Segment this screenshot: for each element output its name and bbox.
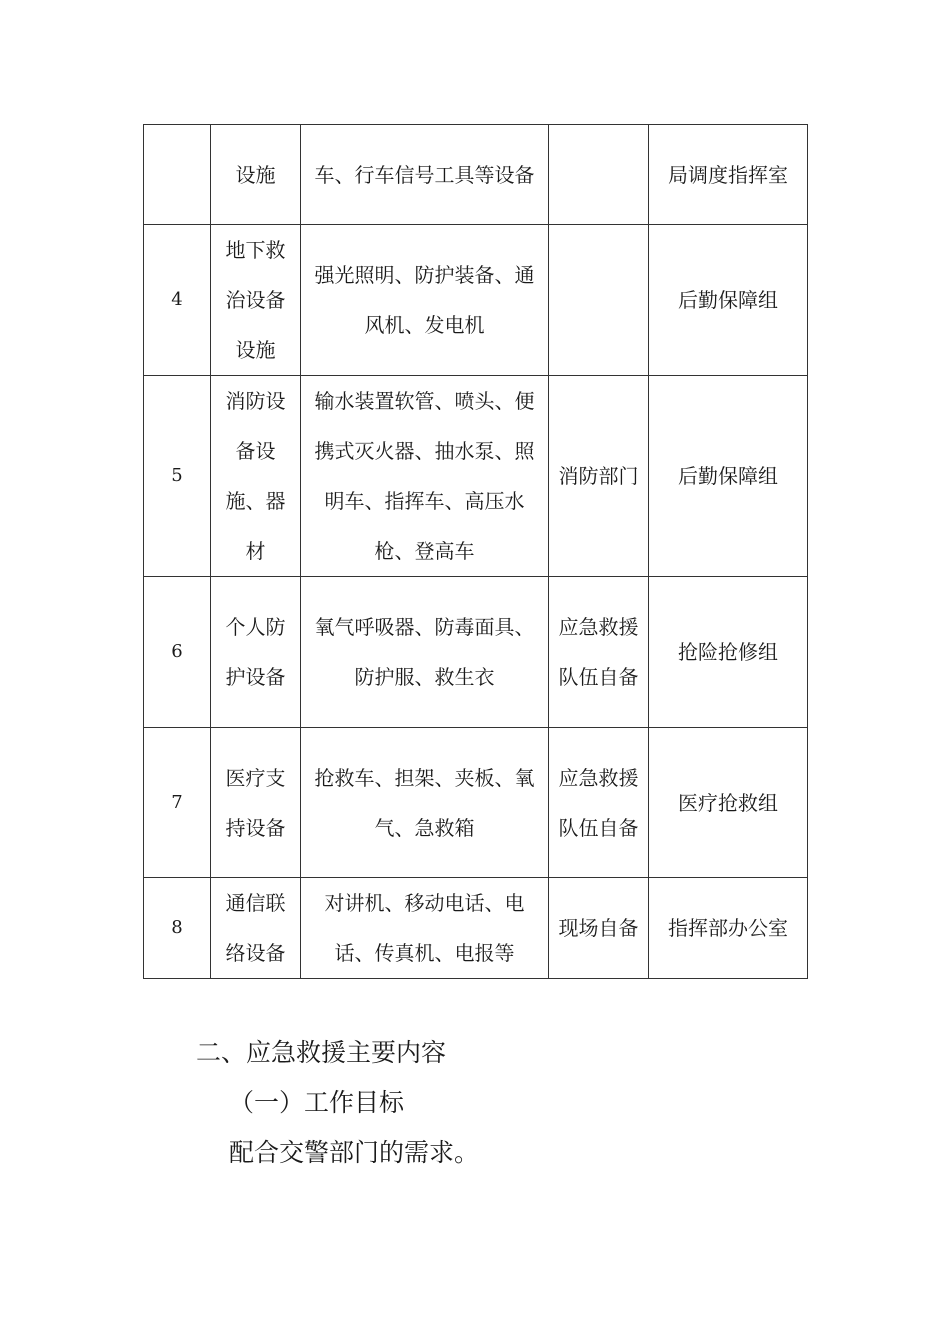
equipment-items: 车、行车信号工具等设备 <box>301 125 549 225</box>
table-row <box>144 225 808 376</box>
equipment-source: 应急救援队伍自备 <box>549 728 649 878</box>
row-number: 7 <box>144 728 211 878</box>
equipment-category: 通信联络设备 <box>211 878 301 979</box>
equipment-items: 氧气呼吸器、防毒面具、防护服、救生衣 <box>301 577 549 728</box>
row-number: 4 <box>144 225 211 376</box>
equipment-source: 现场自备 <box>549 878 649 979</box>
responsible-dept: 抢险抢修组 <box>649 577 808 728</box>
table-row <box>144 376 808 577</box>
responsible-dept: 后勤保障组 <box>649 376 808 577</box>
equipment-items: 对讲机、移动电话、电话、传真机、电报等 <box>301 878 549 979</box>
equipment-source <box>549 225 649 376</box>
responsible-dept: 指挥部办公室 <box>649 878 808 979</box>
subsection-title: （一）工作目标 <box>229 1088 405 1117</box>
equipment-items: 抢救车、担架、夹板、氧气、急救箱 <box>301 728 549 878</box>
responsible-dept: 医疗抢救组 <box>649 728 808 878</box>
responsible-dept: 后勤保障组 <box>649 225 808 376</box>
equipment-source: 消防部门 <box>549 376 649 577</box>
equipment-source: 应急救援队伍自备 <box>549 577 649 728</box>
table-row <box>144 125 808 225</box>
table-row <box>144 728 808 878</box>
row-number: 5 <box>144 376 211 577</box>
equipment-category: 个人防护设备 <box>211 577 301 728</box>
row-number: 6 <box>144 577 211 728</box>
table-row <box>144 577 808 728</box>
equipment-category: 医疗支持设备 <box>211 728 301 878</box>
section-title: 二、应急救援主要内容 <box>196 1038 447 1067</box>
equipment-category: 设施 <box>211 125 301 225</box>
body-paragraph: 配合交警部门的需求。 <box>229 1138 480 1167</box>
row-number <box>144 125 211 225</box>
equipment-category: 地下救治设备设施 <box>211 225 301 376</box>
equipment-items: 输水装置软管、喷头、便携式灭火器、抽水泵、照明车、指挥车、高压水枪、登高车 <box>301 376 549 577</box>
table-row <box>144 878 808 979</box>
responsible-dept: 局调度指挥室 <box>649 125 808 225</box>
equipment-source <box>549 125 649 225</box>
equipment-table <box>143 124 808 979</box>
equipment-category: 消防设备设施、器材 <box>211 376 301 577</box>
equipment-items: 强光照明、防护装备、通风机、发电机 <box>301 225 549 376</box>
row-number: 8 <box>144 878 211 979</box>
